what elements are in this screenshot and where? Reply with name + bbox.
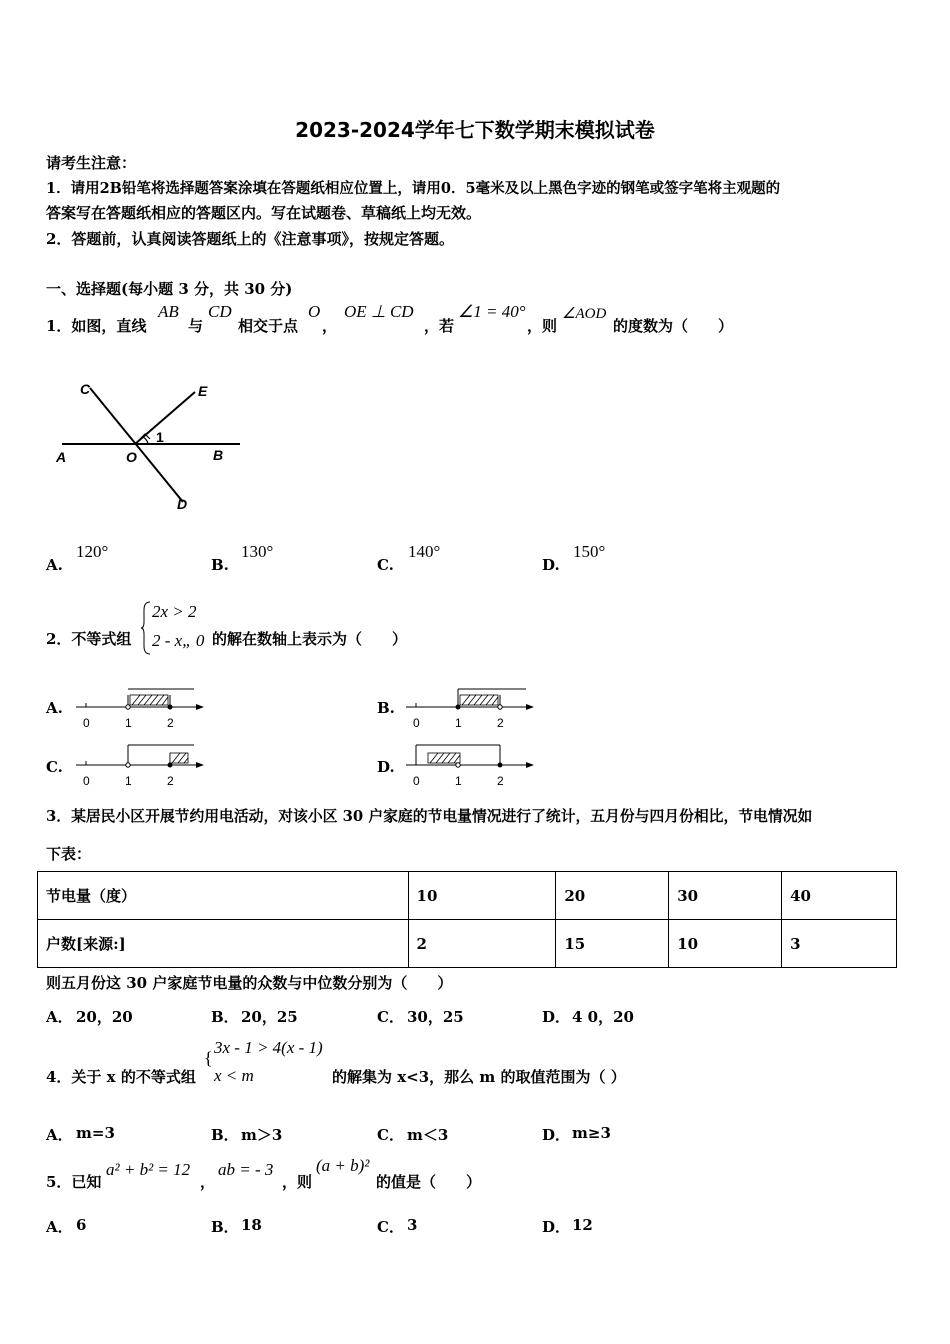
label-b: B <box>213 447 224 463</box>
svg-text:0: 0 <box>83 716 90 730</box>
svg-text:2: 2 <box>497 716 504 730</box>
notice-line-3: 2．答题前，认真阅读答题纸上的《注意事项》，按规定答题。 <box>46 230 454 248</box>
q3-option-a-value: 20，20 <box>76 1008 133 1026</box>
q3-table <box>37 871 897 968</box>
q2-option-d-number-line <box>400 741 540 789</box>
q3-option-d-label[interactable]: D． <box>542 1008 571 1026</box>
q5-option-d-value: 12 <box>572 1216 593 1234</box>
q2-ineq-2: 2 - x„ 0 <box>152 631 205 650</box>
q3-question: 则五月份这 30 户家庭节电量的众数与中位数分别为（ ） <box>46 974 453 992</box>
label-c: C <box>80 381 91 397</box>
q3-option-a-label[interactable]: A． <box>46 1008 73 1026</box>
q1-text-5: ，若 <box>424 317 455 335</box>
q2-brace <box>140 600 152 656</box>
q4-text-2: 的解集为 x<3，那么 m 的取值范围为（ ） <box>332 1068 626 1086</box>
q4-option-c-value: m＜3 <box>407 1126 449 1144</box>
q3-option-b-label[interactable]: B． <box>211 1008 239 1026</box>
table-cell: 20 <box>556 872 669 920</box>
svg-text:2: 2 <box>167 774 174 788</box>
q1-cd: CD <box>208 302 232 321</box>
ray-oe <box>135 392 195 444</box>
table-cell: 户数[来源:] <box>38 920 409 968</box>
table-cell: 2 <box>408 920 556 968</box>
q2-option-b-number-line <box>400 683 540 731</box>
q1-option-a-label[interactable]: A. <box>46 556 63 574</box>
q1-text-3: 相交于点 <box>238 317 299 335</box>
page-title: 2023-2024学年七下数学期末模拟试卷 <box>295 118 655 142</box>
q5-option-c-value: 3 <box>407 1216 418 1234</box>
q1-geometry-figure <box>40 370 240 520</box>
q5-text-1: 5．已知 <box>46 1173 102 1191</box>
q1-text-1: 1．如图，直线 <box>46 317 147 335</box>
q4-option-d-value: m≥3 <box>572 1124 611 1142</box>
label-o: O <box>126 449 137 465</box>
q1-ab: AB <box>158 302 179 321</box>
q5-option-a-label[interactable]: A． <box>46 1218 73 1236</box>
q4-option-a-value: m=3 <box>76 1124 115 1142</box>
q5-option-b-value: 18 <box>241 1216 262 1234</box>
q3-option-b-value: 20，25 <box>241 1008 298 1026</box>
table-row <box>38 872 897 920</box>
q2-text-1: 2．不等式组 <box>46 630 132 648</box>
q1-option-b-label[interactable]: B. <box>211 556 229 574</box>
svg-text:1: 1 <box>455 716 462 730</box>
q2-ineq-1: 2x > 2 <box>152 602 197 621</box>
q1-option-c-label[interactable]: C. <box>377 556 394 574</box>
q1-angle1: ∠1 = 40° <box>458 302 526 321</box>
svg-text:1: 1 <box>125 716 132 730</box>
q5-option-d-label[interactable]: D． <box>542 1218 571 1236</box>
q1-text-7: 的度数为（ ） <box>613 317 734 335</box>
q3-option-d-value: 4 0，20 <box>572 1008 634 1026</box>
notice-heading: 请考生注意： <box>46 154 137 172</box>
q4-option-d-label[interactable]: D． <box>542 1126 571 1144</box>
q5-option-a-value: 6 <box>76 1216 87 1234</box>
notice-line-2: 答案写在答题纸相应的答题区内。写在试题卷、草稿纸上均无效。 <box>46 204 482 222</box>
q1-option-a-value: 120° <box>76 542 109 561</box>
table-cell: 10 <box>669 920 782 968</box>
svg-text:0: 0 <box>413 774 420 788</box>
table-cell: 15 <box>556 920 669 968</box>
q3-option-c-value: 30，25 <box>407 1008 464 1026</box>
q1-text-4: ， <box>322 317 338 335</box>
q5-expr-2: ab = - 3 <box>218 1160 274 1179</box>
q4-text-1: 4．关于 x 的不等式组 <box>46 1068 196 1086</box>
q4-option-c-label[interactable]: C． <box>377 1126 404 1144</box>
q2-option-c-number-line <box>70 741 210 789</box>
q1-option-c-value: 140° <box>408 542 441 561</box>
table-row <box>38 920 897 968</box>
q1-aod: ∠AOD <box>562 306 607 322</box>
q4-ineq-1: 3x - 1 > 4(x - 1) <box>214 1038 323 1057</box>
q4-option-a-label[interactable]: A． <box>46 1126 73 1144</box>
q4-brace: { <box>204 1048 213 1068</box>
svg-text:1: 1 <box>455 774 462 788</box>
notice-line-1: 1．请用2B铅笔将选择题答案涂填在答题纸相应位置上，请用0．5毫米及以上黑色字迹的钢笔或签字笔将主观题的 <box>46 180 781 197</box>
table-cell: 节电量（度） <box>38 872 409 920</box>
q2-text-2: 的解在数轴上表示为（ ） <box>212 630 408 648</box>
label-d: D <box>177 496 188 512</box>
table-cell: 10 <box>408 872 556 920</box>
svg-text:0: 0 <box>83 774 90 788</box>
label-e: E <box>198 383 208 399</box>
q5-expr-3: (a + b)² <box>316 1156 370 1175</box>
q5-text-4: 的值是（ ） <box>376 1173 482 1191</box>
q2-option-a-number-line <box>70 683 210 731</box>
svg-text:0: 0 <box>413 716 420 730</box>
q5-text-2: ， <box>200 1173 216 1191</box>
q2-option-c-label[interactable]: C. <box>46 758 63 776</box>
q4-option-b-label[interactable]: B． <box>211 1126 239 1144</box>
label-angle-1: 1 <box>156 429 164 445</box>
q1-text-2: 与 <box>188 317 204 335</box>
q4-ineq-2: x < m <box>214 1066 254 1085</box>
table-cell: 40 <box>782 872 897 920</box>
q3-line-1: 3．某居民小区开展节约用电活动，对该小区 30 户家庭的节电量情况进行了统计，五月份与四月份相比，节电情况如 <box>46 808 813 825</box>
table-cell: 30 <box>669 872 782 920</box>
q5-option-c-label[interactable]: C． <box>377 1218 404 1236</box>
svg-text:2: 2 <box>497 774 504 788</box>
q1-text-6: ，则 <box>527 317 558 335</box>
q5-option-b-label[interactable]: B． <box>211 1218 239 1236</box>
q2-option-d-label[interactable]: D. <box>377 758 395 776</box>
q1-option-d-value: 150° <box>573 542 606 561</box>
q3-line-2: 下表： <box>46 845 92 863</box>
table-cell: 3 <box>782 920 897 968</box>
q4-option-b-value: m＞3 <box>241 1126 283 1144</box>
q3-option-c-label[interactable]: C． <box>377 1008 404 1026</box>
label-a: A <box>56 449 67 465</box>
q5-expr-1: a² + b² = 12 <box>106 1160 191 1179</box>
q2-option-a-label[interactable]: A. <box>46 699 63 717</box>
svg-text:2: 2 <box>167 716 174 730</box>
q1-option-b-value: 130° <box>241 542 274 561</box>
q2-option-b-label[interactable]: B. <box>377 699 395 717</box>
angle-1-arc <box>143 437 148 444</box>
section-heading: 一、选择题(每小题 3 分，共 30 分) <box>46 280 293 298</box>
q5-text-3: ，则 <box>282 1173 313 1191</box>
q1-perp: OE ⊥ CD <box>344 302 414 321</box>
q1-option-d-label[interactable]: D. <box>542 556 560 574</box>
q1-o: O <box>308 302 321 321</box>
svg-text:1: 1 <box>125 774 132 788</box>
